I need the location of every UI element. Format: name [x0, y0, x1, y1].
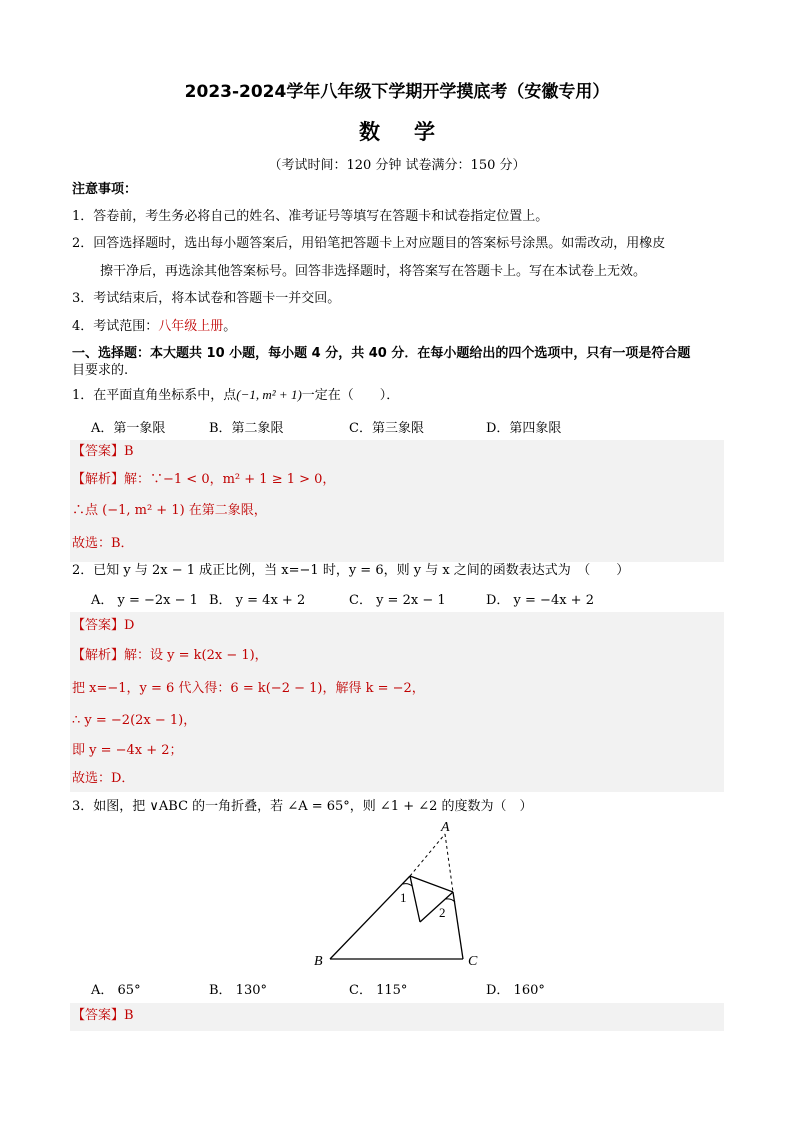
- q1-stem-end: 一定在（ ）．: [301, 388, 400, 403]
- q2-option-c: C． y = 2x − 1: [349, 593, 446, 608]
- q2-analysis-3: ∴ y = −2(2x − 1)，: [72, 713, 197, 728]
- q1-analysis-2: ∴点 (−1, m² + 1) 在第二象限，: [72, 503, 267, 518]
- flap-edge-1: [410, 876, 420, 922]
- section-heading: 一、选择题：本大题共 10 小题，每小题 4 分，共 40 分．在每小题给出的四个选项中，只有一项是符合题: [72, 346, 691, 361]
- note-item-2-cont: 擦干净后，再选涂其他答案标号。回答非选择题时，将答案写在答题卡上。写在本试卷上无效。: [100, 264, 647, 279]
- q1-option-b: B．第二象限: [209, 421, 284, 436]
- dashed-ab: [410, 834, 445, 876]
- q2-stem: 2．已知 y 与 2x − 1 成正比例，当 x=−1 时，y = 6，则 y 与 x 之间的函数表达式为 （ ）: [72, 563, 630, 578]
- dashed-ac: [445, 834, 453, 892]
- flap-edge-2: [420, 892, 453, 922]
- label-angle-2: 2: [439, 905, 446, 920]
- q1-solution-box: [70, 440, 724, 562]
- q2-analysis-1: 【解析】解：设 y = k(2x − 1)，: [72, 648, 268, 663]
- q2-analysis-5: 故选：D．: [72, 771, 135, 786]
- note-item-1: 1．答卷前，考生务必将自己的姓名、准考证号等填写在答题卡和试卷指定位置上。: [72, 209, 549, 224]
- label-angle-1: 1: [400, 890, 407, 905]
- q3-folded-triangle-figure: [300, 820, 500, 970]
- notes-heading: 注意事项：: [72, 182, 138, 197]
- q3-solution-box: [70, 1003, 724, 1031]
- label-c: C: [468, 954, 478, 969]
- q3-stem: 3．如图，把 ∨ABC 的一角折叠，若 ∠A = 65°，则 ∠1 + ∠2 的度数为（ ）: [72, 799, 533, 814]
- note-item-3: 3．考试结束后，将本试卷和答题卡一并交回。: [72, 291, 341, 306]
- q3-option-b: B． 130°: [209, 983, 267, 998]
- exam-time-info: （考试时间：120 分钟 试卷满分：150 分）: [268, 158, 526, 173]
- q1-stem-start: 1．在平面直角坐标系中，点: [72, 388, 237, 403]
- q2-analysis-2: 把 x=−1，y = 6 代入得：6 = k(−2 − 1)，解得 k = −2，: [72, 681, 425, 696]
- q2-solution-box: [70, 612, 724, 792]
- angle-1-arc: [403, 884, 412, 886]
- scope-suffix: 。: [223, 319, 237, 334]
- q2-option-d: D． y = −4x + 2: [486, 593, 594, 608]
- q2-option-b: B． y = 4x + 2: [209, 593, 306, 608]
- label-a: A: [441, 820, 450, 835]
- q1-stem: [72, 386, 399, 405]
- scope-value: 八年级上册: [158, 319, 224, 334]
- q1-answer: 【答案】B: [72, 444, 134, 459]
- section-heading-cont: 目要求的.: [72, 363, 129, 378]
- q3-option-d: D． 160°: [486, 983, 545, 998]
- q1-analysis-3: 故选：B．: [72, 536, 134, 551]
- page-title: 2023-2024学年八年级下学期开学摸底考（安徽专用）: [184, 82, 610, 102]
- q3-option-c: C． 115°: [349, 983, 408, 998]
- fold-line: [410, 876, 453, 892]
- q3-answer: 【答案】B: [72, 1008, 134, 1023]
- note-item-4: [72, 318, 236, 336]
- edge-ab-lower: [330, 876, 410, 959]
- note-item-2: 2．回答选择题时，选出每小题答案后，用铅笔把答题卡上对应题目的答案标号涂黑。如需改动，用橡皮: [72, 236, 666, 251]
- q2-option-a: A． y = −2x − 1: [91, 593, 198, 608]
- q1-option-a: A．第一象限: [91, 421, 166, 436]
- label-b: B: [314, 954, 323, 969]
- q1-option-d: D．第四象限: [486, 421, 562, 436]
- q1-option-c: C．第三象限: [349, 421, 424, 436]
- q2-analysis-4: 即 y = −4x + 2；: [72, 743, 183, 758]
- q3-option-a: A． 65°: [91, 983, 141, 998]
- scope-prefix: 4．考试范围：: [72, 319, 159, 334]
- q2-answer: 【答案】D: [72, 618, 135, 633]
- q1-analysis-1: 【解析】解：∵−1 < 0，m² + 1 ≥ 1 > 0，: [72, 472, 336, 487]
- q1-point: (−1, m² + 1): [236, 387, 302, 402]
- subject-title: 数学: [359, 120, 469, 144]
